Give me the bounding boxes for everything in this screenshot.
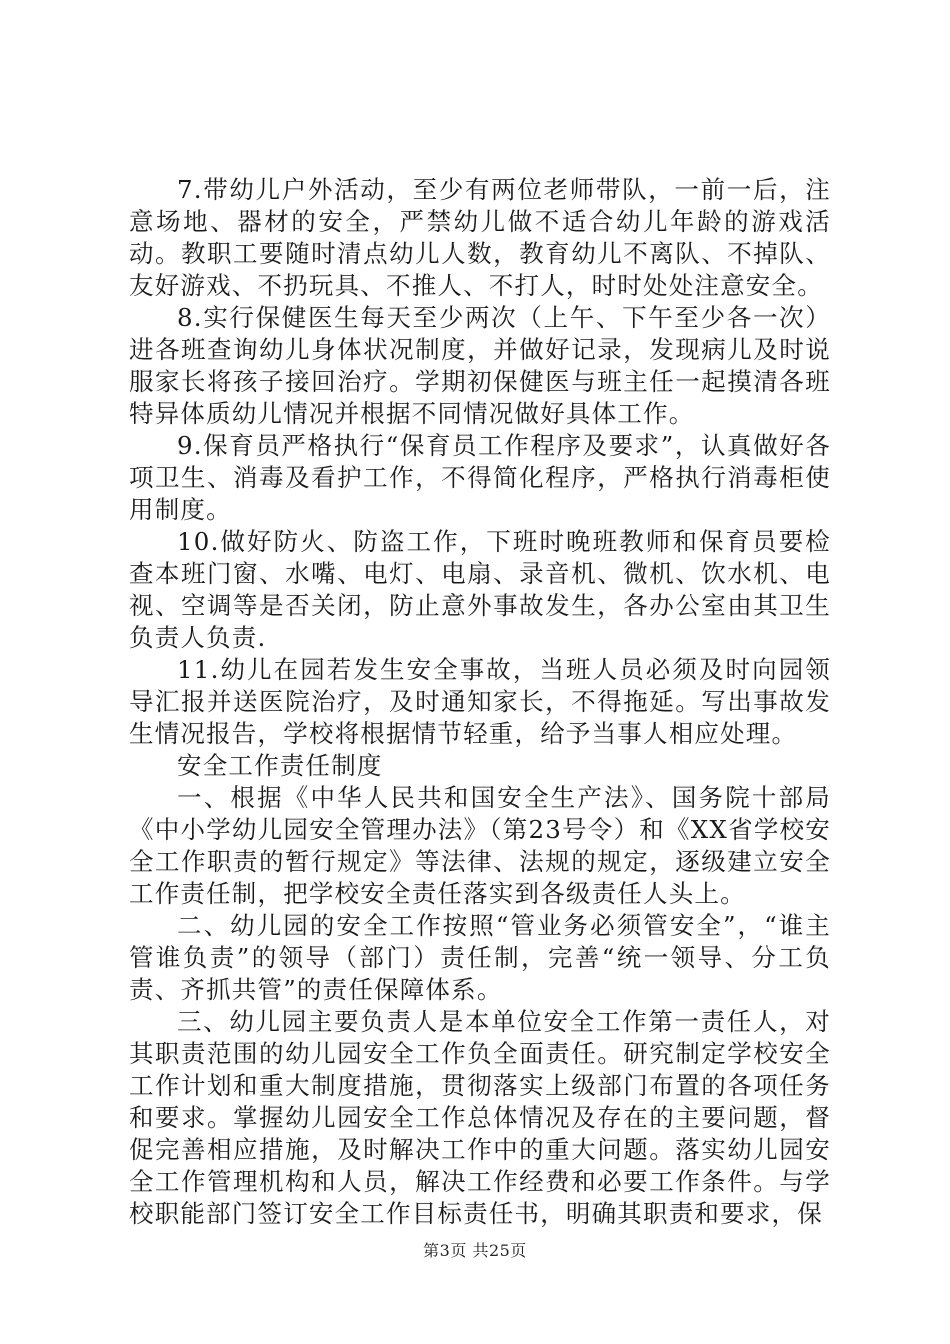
paragraph-item-10: 10.做好防火、防盗工作，下班时晚班教师和保育员要检查本班门窗、水嘴、电灯、电扇、录音机、微机、饮水机、电视、空调等是否关闭，防止意外事故发生，各办公室由其卫生负责人负责. xyxy=(129,527,831,652)
page-number-footer: 第3页 共25页 xyxy=(423,1241,527,1260)
paragraph-clause-1: 一、根据《中华人民共和国安全生产法》、国务院十部局《中小学幼儿园安全管理办法》（第23号令）和《XX省学校安全工作职责的暂行规定》等法律、法规的规定，逐级建立安全工作责任制，把学校安全责任落实到各级责任人头上。 xyxy=(129,783,831,908)
section-heading: 安全工作责任制度 xyxy=(177,751,383,780)
paragraph-item-7: 7.带幼儿户外活动，至少有两位老师带队，一前一后，注意场地、器材的安全，严禁幼儿做不适合幼儿年龄的游戏活动。教职工要随时清点幼儿人数，教育幼儿不离队、不掉队、友好游戏、不扔玩具、不推人、不打人，时时处处注意安全。 xyxy=(129,175,831,300)
paragraph-clause-3: 三、幼儿园主要负责人是本单位安全工作第一责任人，对其职责范围的幼儿园安全工作负全面责任。研究制定学校安全工作计划和重大制度措施，贯彻落实上级部门布置的各项任务和要求。掌握幼儿园安全工作总体情况及存在的主要问题，督促完善相应措施，及时解决工作中的重大问题。落实幼儿园安全工作管理机构和人员，解决工作经费和必要工作条件。与学校职能部门签订安全工作目标责任书，明确其职责和要求，保 xyxy=(129,1007,831,1228)
paragraph-clause-2: 二、幼儿园的安全工作按照“管业务必须管安全”，“谁主管谁负责”的领导（部门）责任制，完善“统一领导、分工负责、齐抓共管”的责任保障体系。 xyxy=(129,911,831,1004)
paragraph-item-9: 9.保育员严格执行“保育员工作程序及要求”，认真做好各项卫生、消毒及看护工作，不得简化程序，严格执行消毒柜使用制度。 xyxy=(129,431,831,524)
paragraph-item-11: 11.幼儿在园若发生安全事故，当班人员必须及时向园领导汇报并送医院治疗，及时通知家长，不得拖延。写出事故发生情况报告，学校将根据情节轻重，给予当事人相应处理。 xyxy=(129,655,831,748)
document-body xyxy=(129,174,831,1230)
paragraph-item-8: 8.实行保健医生每天至少两次（上午、下午至少各一次）进各班查询幼儿身体状况制度，并做好记录，发现病儿及时说服家长将孩子接回治疗。学期初保健医与班主任一起摸清各班特异体质幼儿情况并根据不同情况做好具体工作。 xyxy=(129,303,831,428)
